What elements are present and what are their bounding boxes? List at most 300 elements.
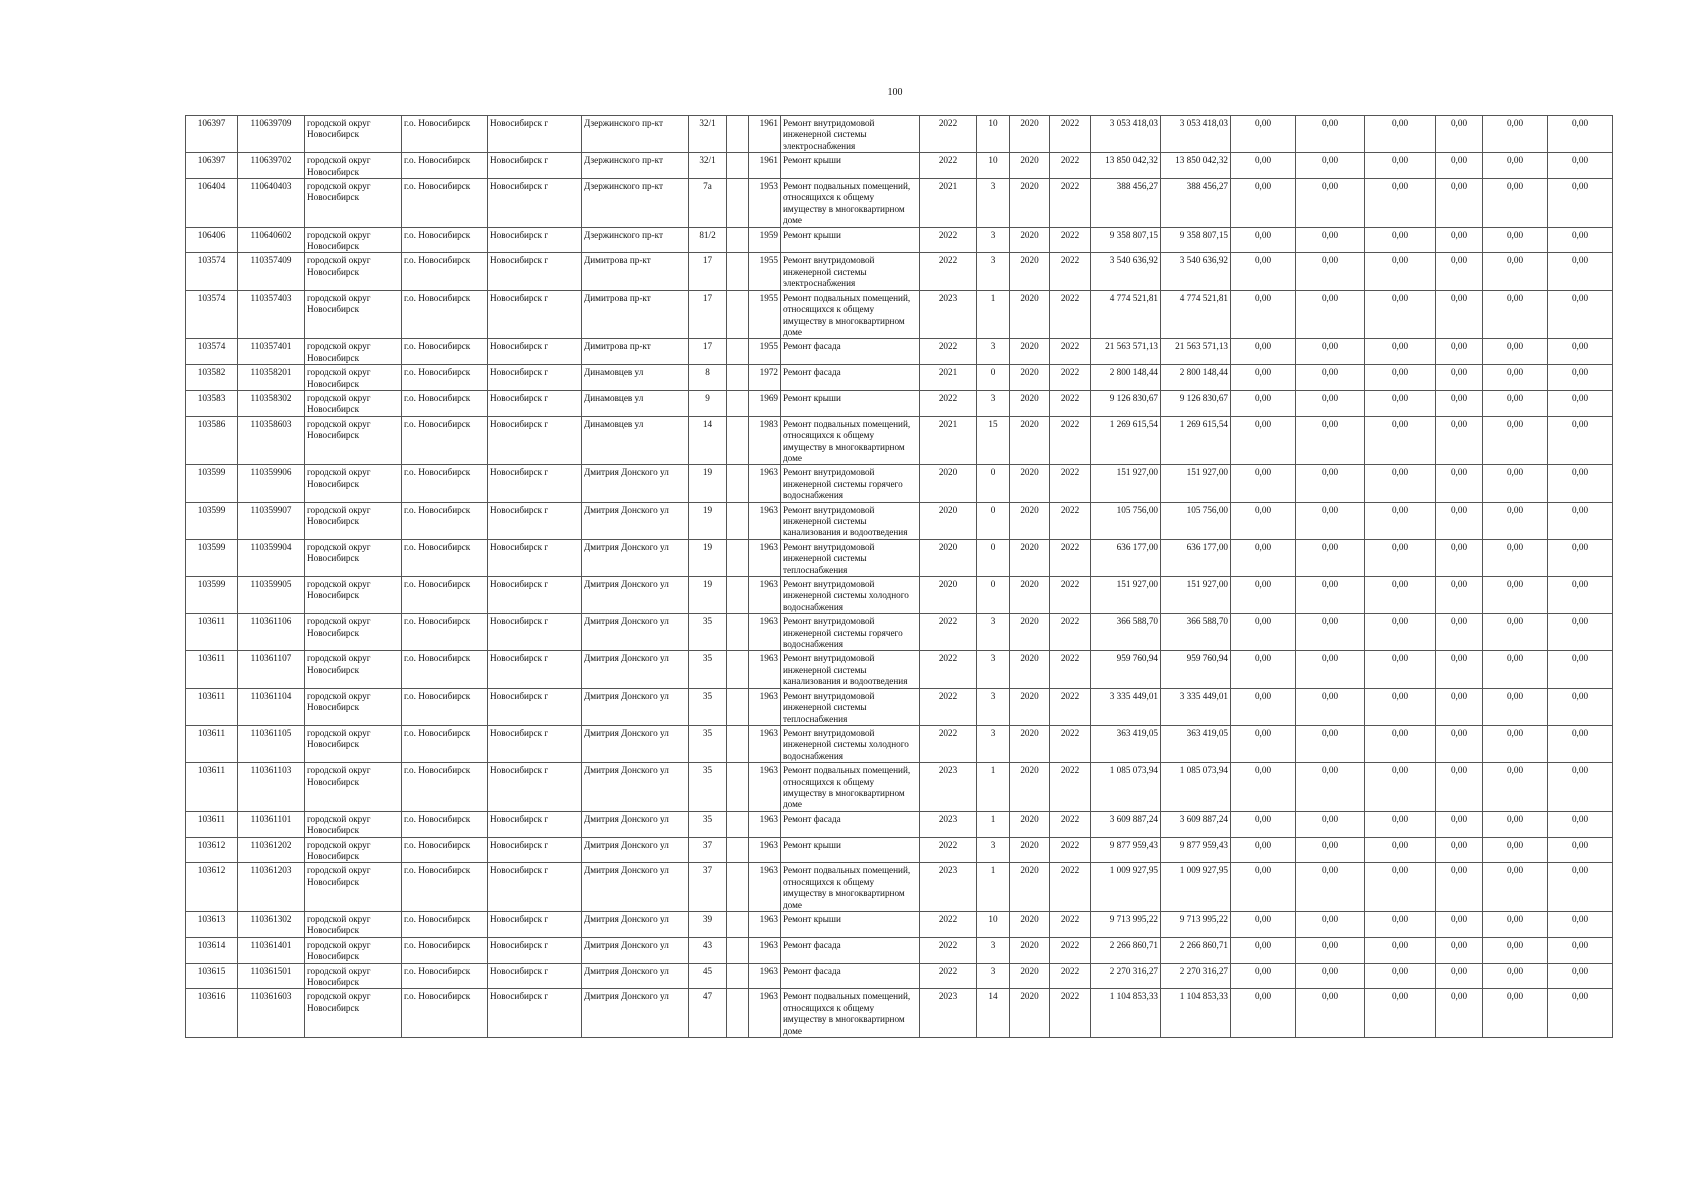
cell-cost-total: 2 270 316,27 <box>1091 963 1161 989</box>
cell-count: 15 <box>977 416 1010 465</box>
cell-year-built: 1955 <box>749 290 781 339</box>
table-row <box>186 227 1613 253</box>
cell-cost-total: 9 126 830,67 <box>1091 390 1161 416</box>
cell-work-type: Ремонт внутридомовой инженерной системы холодного водоснабжения <box>781 725 920 762</box>
cell-street: Динамовцев ул <box>582 390 689 416</box>
table-row <box>186 963 1613 989</box>
cell-cost-col-19: 0,00 <box>1365 416 1436 465</box>
cell-street: Дмитрия Донского ул <box>582 725 689 762</box>
cell-cost-col-18: 0,00 <box>1296 811 1365 837</box>
cell-cost-fund: 959 760,94 <box>1161 651 1231 688</box>
cell-cost-col-21: 0,00 <box>1483 614 1548 651</box>
cell-period-end: 2022 <box>1050 253 1091 290</box>
cell-cost-col-19: 0,00 <box>1365 290 1436 339</box>
cell-period-start: 2020 <box>1010 863 1050 912</box>
cell-cost-col-20: 0,00 <box>1436 688 1483 725</box>
cell-work-type: Ремонт внутридомовой инженерной системы горячего водоснабжения <box>781 614 920 651</box>
cell-locality: Новосибирск г <box>488 502 582 539</box>
cell-work-id: 110359905 <box>238 577 305 614</box>
cell-cost-col-22: 0,00 <box>1548 651 1613 688</box>
repair-program-table <box>185 115 1613 1038</box>
cell-building <box>727 863 749 912</box>
cell-work-id: 110358603 <box>238 416 305 465</box>
cell-cost-col-22: 0,00 <box>1548 365 1613 391</box>
cell-cost-fund: 1 085 073,94 <box>1161 763 1231 812</box>
cell-building <box>727 179 749 228</box>
cell-period-start: 2020 <box>1010 253 1050 290</box>
cell-cost-col-19: 0,00 <box>1365 227 1436 253</box>
cell-cost-col-20: 0,00 <box>1436 989 1483 1038</box>
cell-cost-col-20: 0,00 <box>1436 390 1483 416</box>
cell-house-number: 17 <box>689 253 727 290</box>
cell-planned-year: 2021 <box>920 416 977 465</box>
cell-cost-col-17: 0,00 <box>1231 763 1296 812</box>
cell-period-end: 2022 <box>1050 390 1091 416</box>
cell-district: г.о. Новосибирск <box>402 539 488 576</box>
cell-building <box>727 651 749 688</box>
cell-cost-col-18: 0,00 <box>1296 688 1365 725</box>
cell-building <box>727 912 749 938</box>
cell-street: Дмитрия Донского ул <box>582 963 689 989</box>
cell-cost-total: 2 800 148,44 <box>1091 365 1161 391</box>
cell-year-built: 1961 <box>749 116 781 153</box>
cell-object-id: 103611 <box>186 763 238 812</box>
cell-building <box>727 390 749 416</box>
cell-locality: Новосибирск г <box>488 863 582 912</box>
cell-cost-col-17: 0,00 <box>1231 390 1296 416</box>
cell-cost-col-18: 0,00 <box>1296 179 1365 228</box>
cell-work-id: 110358302 <box>238 390 305 416</box>
cell-planned-year: 2022 <box>920 227 977 253</box>
cell-building <box>727 365 749 391</box>
cell-house-number: 17 <box>689 339 727 365</box>
cell-cost-fund: 2 270 316,27 <box>1161 963 1231 989</box>
cell-cost-col-20: 0,00 <box>1436 365 1483 391</box>
cell-work-type: Ремонт фасада <box>781 937 920 963</box>
cell-street: Динамовцев ул <box>582 365 689 391</box>
cell-street: Дмитрия Донского ул <box>582 688 689 725</box>
cell-object-id: 103614 <box>186 937 238 963</box>
cell-object-id: 103613 <box>186 912 238 938</box>
cell-cost-col-20: 0,00 <box>1436 502 1483 539</box>
cell-object-id: 103583 <box>186 390 238 416</box>
cell-cost-col-18: 0,00 <box>1296 577 1365 614</box>
cell-district: г.о. Новосибирск <box>402 390 488 416</box>
cell-cost-col-19: 0,00 <box>1365 539 1436 576</box>
cell-year-built: 1953 <box>749 179 781 228</box>
cell-cost-col-20: 0,00 <box>1436 811 1483 837</box>
cell-object-id: 103599 <box>186 465 238 502</box>
cell-cost-col-19: 0,00 <box>1365 179 1436 228</box>
cell-cost-fund: 2 800 148,44 <box>1161 365 1231 391</box>
cell-work-id: 110359904 <box>238 539 305 576</box>
table-row <box>186 253 1613 290</box>
cell-cost-col-18: 0,00 <box>1296 253 1365 290</box>
cell-cost-col-19: 0,00 <box>1365 688 1436 725</box>
cell-cost-col-18: 0,00 <box>1296 290 1365 339</box>
cell-house-number: 19 <box>689 465 727 502</box>
cell-municipality: городской округ Новосибирск <box>305 912 402 938</box>
cell-cost-col-21: 0,00 <box>1483 539 1548 576</box>
cell-work-id: 110640403 <box>238 179 305 228</box>
cell-planned-year: 2022 <box>920 688 977 725</box>
cell-year-built: 1963 <box>749 937 781 963</box>
cell-street: Дмитрия Донского ул <box>582 614 689 651</box>
cell-cost-fund: 9 126 830,67 <box>1161 390 1231 416</box>
cell-municipality: городской округ Новосибирск <box>305 725 402 762</box>
cell-cost-col-21: 0,00 <box>1483 937 1548 963</box>
table-row <box>186 837 1613 863</box>
cell-year-built: 1963 <box>749 539 781 576</box>
cell-locality: Новосибирск г <box>488 290 582 339</box>
table-row <box>186 339 1613 365</box>
cell-locality: Новосибирск г <box>488 989 582 1038</box>
cell-period-end: 2022 <box>1050 502 1091 539</box>
cell-cost-col-21: 0,00 <box>1483 577 1548 614</box>
cell-district: г.о. Новосибирск <box>402 227 488 253</box>
cell-cost-total: 1 104 853,33 <box>1091 989 1161 1038</box>
cell-work-type: Ремонт подвальных помещений, относящихся к общему имуществу в многоквартирном доме <box>781 179 920 228</box>
cell-cost-col-18: 0,00 <box>1296 912 1365 938</box>
cell-cost-col-19: 0,00 <box>1365 651 1436 688</box>
cell-municipality: городской округ Новосибирск <box>305 614 402 651</box>
cell-cost-col-17: 0,00 <box>1231 227 1296 253</box>
cell-count: 3 <box>977 937 1010 963</box>
cell-cost-total: 9 877 959,43 <box>1091 837 1161 863</box>
cell-period-start: 2020 <box>1010 989 1050 1038</box>
cell-municipality: городской округ Новосибирск <box>305 390 402 416</box>
cell-street: Дмитрия Донского ул <box>582 539 689 576</box>
cell-count: 0 <box>977 465 1010 502</box>
cell-cost-col-21: 0,00 <box>1483 339 1548 365</box>
cell-year-built: 1959 <box>749 227 781 253</box>
cell-house-number: 43 <box>689 937 727 963</box>
cell-year-built: 1963 <box>749 725 781 762</box>
cell-locality: Новосибирск г <box>488 116 582 153</box>
cell-building <box>727 339 749 365</box>
cell-cost-col-19: 0,00 <box>1365 989 1436 1038</box>
cell-house-number: 81/2 <box>689 227 727 253</box>
cell-cost-col-17: 0,00 <box>1231 339 1296 365</box>
cell-locality: Новосибирск г <box>488 179 582 228</box>
cell-work-id: 110361101 <box>238 811 305 837</box>
cell-municipality: городской округ Новосибирск <box>305 290 402 339</box>
cell-work-id: 110639709 <box>238 116 305 153</box>
cell-municipality: городской округ Новосибирск <box>305 837 402 863</box>
cell-street: Дмитрия Донского ул <box>582 465 689 502</box>
cell-district: г.о. Новосибирск <box>402 253 488 290</box>
cell-locality: Новосибирск г <box>488 725 582 762</box>
cell-cost-col-17: 0,00 <box>1231 688 1296 725</box>
cell-building <box>727 763 749 812</box>
cell-cost-col-20: 0,00 <box>1436 290 1483 339</box>
cell-cost-col-21: 0,00 <box>1483 963 1548 989</box>
cell-cost-col-18: 0,00 <box>1296 989 1365 1038</box>
cell-district: г.о. Новосибирск <box>402 763 488 812</box>
cell-period-end: 2022 <box>1050 688 1091 725</box>
cell-cost-col-17: 0,00 <box>1231 465 1296 502</box>
cell-object-id: 103586 <box>186 416 238 465</box>
cell-street: Дзержинского пр-кт <box>582 227 689 253</box>
cell-count: 3 <box>977 725 1010 762</box>
cell-cost-col-17: 0,00 <box>1231 253 1296 290</box>
cell-cost-fund: 4 774 521,81 <box>1161 290 1231 339</box>
cell-district: г.о. Новосибирск <box>402 614 488 651</box>
cell-cost-col-20: 0,00 <box>1436 116 1483 153</box>
cell-year-built: 1963 <box>749 863 781 912</box>
cell-count: 3 <box>977 963 1010 989</box>
cell-cost-total: 3 053 418,03 <box>1091 116 1161 153</box>
cell-period-start: 2020 <box>1010 651 1050 688</box>
cell-district: г.о. Новосибирск <box>402 290 488 339</box>
cell-period-start: 2020 <box>1010 153 1050 179</box>
cell-house-number: 32/1 <box>689 116 727 153</box>
cell-house-number: 14 <box>689 416 727 465</box>
cell-locality: Новосибирск г <box>488 465 582 502</box>
cell-cost-col-18: 0,00 <box>1296 502 1365 539</box>
cell-locality: Новосибирск г <box>488 688 582 725</box>
cell-count: 3 <box>977 688 1010 725</box>
cell-municipality: городской округ Новосибирск <box>305 365 402 391</box>
cell-work-id: 110361202 <box>238 837 305 863</box>
cell-cost-col-20: 0,00 <box>1436 863 1483 912</box>
cell-cost-col-19: 0,00 <box>1365 153 1436 179</box>
cell-municipality: городской округ Новосибирск <box>305 963 402 989</box>
cell-cost-col-22: 0,00 <box>1548 290 1613 339</box>
cell-cost-col-21: 0,00 <box>1483 290 1548 339</box>
cell-count: 0 <box>977 502 1010 539</box>
cell-cost-fund: 636 177,00 <box>1161 539 1231 576</box>
cell-cost-col-20: 0,00 <box>1436 614 1483 651</box>
cell-cost-col-22: 0,00 <box>1548 465 1613 502</box>
cell-period-end: 2022 <box>1050 937 1091 963</box>
cell-period-start: 2020 <box>1010 688 1050 725</box>
cell-planned-year: 2023 <box>920 989 977 1038</box>
cell-district: г.о. Новосибирск <box>402 116 488 153</box>
cell-period-start: 2020 <box>1010 116 1050 153</box>
cell-planned-year: 2022 <box>920 253 977 290</box>
cell-work-type: Ремонт внутридомовой инженерной системы теплоснабжения <box>781 688 920 725</box>
cell-period-start: 2020 <box>1010 837 1050 863</box>
cell-district: г.о. Новосибирск <box>402 989 488 1038</box>
cell-cost-col-19: 0,00 <box>1365 837 1436 863</box>
cell-cost-col-18: 0,00 <box>1296 863 1365 912</box>
cell-cost-fund: 1 269 615,54 <box>1161 416 1231 465</box>
cell-planned-year: 2022 <box>920 937 977 963</box>
cell-cost-col-18: 0,00 <box>1296 539 1365 576</box>
cell-cost-col-20: 0,00 <box>1436 227 1483 253</box>
cell-locality: Новосибирск г <box>488 153 582 179</box>
cell-cost-col-20: 0,00 <box>1436 763 1483 812</box>
cell-cost-col-21: 0,00 <box>1483 863 1548 912</box>
table-row <box>186 539 1613 576</box>
table-row <box>186 116 1613 153</box>
cell-cost-col-18: 0,00 <box>1296 963 1365 989</box>
cell-cost-fund: 105 756,00 <box>1161 502 1231 539</box>
table-row <box>186 290 1613 339</box>
cell-work-type: Ремонт фасада <box>781 963 920 989</box>
cell-work-type: Ремонт внутридомовой инженерной системы канализования и водоотведения <box>781 502 920 539</box>
cell-count: 0 <box>977 539 1010 576</box>
cell-building <box>727 153 749 179</box>
cell-period-end: 2022 <box>1050 963 1091 989</box>
cell-cost-total: 21 563 571,13 <box>1091 339 1161 365</box>
cell-building <box>727 963 749 989</box>
cell-object-id: 103615 <box>186 963 238 989</box>
cell-period-start: 2020 <box>1010 390 1050 416</box>
cell-work-type: Ремонт подвальных помещений, относящихся к общему имуществу в многоквартирном доме <box>781 763 920 812</box>
cell-cost-fund: 388 456,27 <box>1161 179 1231 228</box>
cell-count: 0 <box>977 577 1010 614</box>
cell-work-type: Ремонт внутридомовой инженерной системы канализования и водоотведения <box>781 651 920 688</box>
cell-building <box>727 989 749 1038</box>
cell-municipality: городской округ Новосибирск <box>305 989 402 1038</box>
cell-cost-col-18: 0,00 <box>1296 725 1365 762</box>
cell-cost-col-18: 0,00 <box>1296 837 1365 863</box>
cell-work-type: Ремонт крыши <box>781 153 920 179</box>
cell-work-id: 110361105 <box>238 725 305 762</box>
cell-locality: Новосибирск г <box>488 937 582 963</box>
cell-period-start: 2020 <box>1010 179 1050 228</box>
cell-count: 3 <box>977 227 1010 253</box>
cell-house-number: 19 <box>689 539 727 576</box>
cell-planned-year: 2022 <box>920 963 977 989</box>
cell-work-type: Ремонт крыши <box>781 837 920 863</box>
cell-cost-col-18: 0,00 <box>1296 614 1365 651</box>
cell-cost-total: 4 774 521,81 <box>1091 290 1161 339</box>
cell-cost-total: 13 850 042,32 <box>1091 153 1161 179</box>
cell-cost-col-18: 0,00 <box>1296 651 1365 688</box>
cell-period-end: 2022 <box>1050 290 1091 339</box>
cell-cost-col-18: 0,00 <box>1296 390 1365 416</box>
cell-street: Дмитрия Донского ул <box>582 763 689 812</box>
cell-cost-col-18: 0,00 <box>1296 763 1365 812</box>
cell-cost-fund: 363 419,05 <box>1161 725 1231 762</box>
cell-district: г.о. Новосибирск <box>402 339 488 365</box>
cell-district: г.о. Новосибирск <box>402 179 488 228</box>
cell-year-built: 1963 <box>749 763 781 812</box>
cell-cost-col-17: 0,00 <box>1231 725 1296 762</box>
table-row <box>186 179 1613 228</box>
cell-period-start: 2020 <box>1010 290 1050 339</box>
cell-cost-col-22: 0,00 <box>1548 937 1613 963</box>
cell-street: Дмитрия Донского ул <box>582 651 689 688</box>
cell-cost-fund: 13 850 042,32 <box>1161 153 1231 179</box>
cell-year-built: 1963 <box>749 651 781 688</box>
cell-period-end: 2022 <box>1050 837 1091 863</box>
cell-cost-col-21: 0,00 <box>1483 116 1548 153</box>
cell-cost-col-17: 0,00 <box>1231 837 1296 863</box>
cell-building <box>727 416 749 465</box>
cell-work-id: 110640602 <box>238 227 305 253</box>
cell-cost-total: 2 266 860,71 <box>1091 937 1161 963</box>
cell-municipality: городской округ Новосибирск <box>305 179 402 228</box>
cell-year-built: 1955 <box>749 339 781 365</box>
cell-cost-fund: 3 609 887,24 <box>1161 811 1231 837</box>
cell-municipality: городской округ Новосибирск <box>305 116 402 153</box>
cell-cost-fund: 21 563 571,13 <box>1161 339 1231 365</box>
cell-planned-year: 2020 <box>920 577 977 614</box>
cell-planned-year: 2022 <box>920 390 977 416</box>
cell-district: г.о. Новосибирск <box>402 153 488 179</box>
cell-planned-year: 2022 <box>920 837 977 863</box>
cell-year-built: 1963 <box>749 614 781 651</box>
cell-cost-col-19: 0,00 <box>1365 811 1436 837</box>
cell-locality: Новосибирск г <box>488 227 582 253</box>
cell-cost-col-22: 0,00 <box>1548 963 1613 989</box>
cell-cost-col-17: 0,00 <box>1231 290 1296 339</box>
cell-count: 0 <box>977 365 1010 391</box>
cell-district: г.о. Новосибирск <box>402 688 488 725</box>
cell-cost-fund: 9 358 807,15 <box>1161 227 1231 253</box>
cell-cost-col-19: 0,00 <box>1365 116 1436 153</box>
cell-cost-fund: 1 104 853,33 <box>1161 989 1231 1038</box>
cell-work-id: 110361107 <box>238 651 305 688</box>
cell-cost-total: 366 588,70 <box>1091 614 1161 651</box>
cell-cost-col-21: 0,00 <box>1483 502 1548 539</box>
cell-cost-col-22: 0,00 <box>1548 227 1613 253</box>
cell-cost-col-21: 0,00 <box>1483 688 1548 725</box>
cell-municipality: городской округ Новосибирск <box>305 577 402 614</box>
cell-work-type: Ремонт фасада <box>781 339 920 365</box>
cell-work-type: Ремонт крыши <box>781 912 920 938</box>
cell-house-number: 37 <box>689 863 727 912</box>
cell-cost-total: 363 419,05 <box>1091 725 1161 762</box>
table-row <box>186 502 1613 539</box>
cell-cost-col-21: 0,00 <box>1483 227 1548 253</box>
cell-period-end: 2022 <box>1050 116 1091 153</box>
cell-count: 3 <box>977 390 1010 416</box>
cell-house-number: 8 <box>689 365 727 391</box>
cell-planned-year: 2021 <box>920 365 977 391</box>
cell-period-end: 2022 <box>1050 989 1091 1038</box>
cell-work-type: Ремонт внутридомовой инженерной системы теплоснабжения <box>781 539 920 576</box>
table-row <box>186 763 1613 812</box>
cell-count: 10 <box>977 116 1010 153</box>
cell-cost-col-20: 0,00 <box>1436 153 1483 179</box>
cell-year-built: 1963 <box>749 963 781 989</box>
cell-period-start: 2020 <box>1010 763 1050 812</box>
cell-house-number: 47 <box>689 989 727 1038</box>
cell-object-id: 103612 <box>186 837 238 863</box>
cell-count: 1 <box>977 811 1010 837</box>
cell-cost-col-18: 0,00 <box>1296 227 1365 253</box>
cell-locality: Новосибирск г <box>488 577 582 614</box>
cell-municipality: городской округ Новосибирск <box>305 153 402 179</box>
cell-cost-total: 388 456,27 <box>1091 179 1161 228</box>
cell-cost-fund: 366 588,70 <box>1161 614 1231 651</box>
cell-count: 10 <box>977 912 1010 938</box>
cell-object-id: 103599 <box>186 539 238 576</box>
cell-object-id: 103611 <box>186 725 238 762</box>
cell-street: Димитрова пр-кт <box>582 290 689 339</box>
cell-period-start: 2020 <box>1010 577 1050 614</box>
cell-period-start: 2020 <box>1010 937 1050 963</box>
cell-cost-col-22: 0,00 <box>1548 837 1613 863</box>
cell-house-number: 35 <box>689 614 727 651</box>
cell-cost-col-21: 0,00 <box>1483 651 1548 688</box>
cell-work-id: 110357401 <box>238 339 305 365</box>
cell-year-built: 1963 <box>749 811 781 837</box>
cell-street: Димитрова пр-кт <box>582 339 689 365</box>
cell-cost-col-19: 0,00 <box>1365 937 1436 963</box>
cell-year-built: 1963 <box>749 837 781 863</box>
table-row <box>186 989 1613 1038</box>
cell-street: Дзержинского пр-кт <box>582 179 689 228</box>
cell-work-id: 110361106 <box>238 614 305 651</box>
cell-period-end: 2022 <box>1050 863 1091 912</box>
cell-planned-year: 2022 <box>920 339 977 365</box>
